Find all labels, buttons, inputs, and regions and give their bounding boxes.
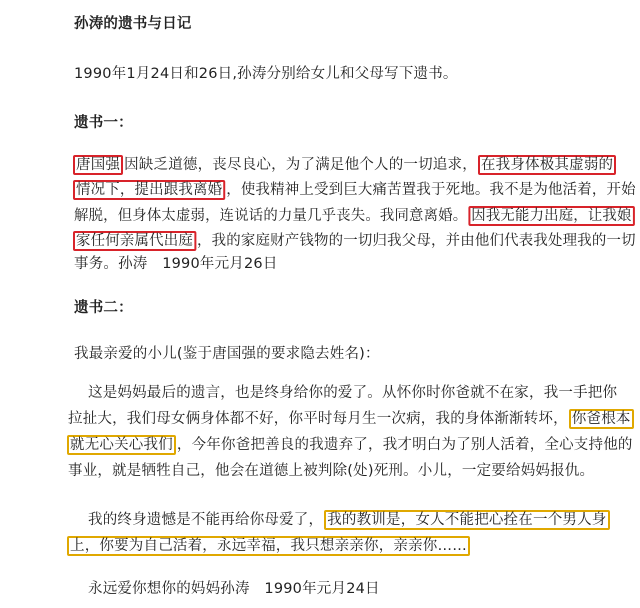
letter2-p2-line-2 bbox=[66, 536, 471, 556]
highlight-box: 情况下，提出跟我离婚 bbox=[73, 180, 225, 200]
highlight-box: 你爸根本 bbox=[569, 409, 634, 429]
highlight-box: 唐国强 bbox=[73, 155, 123, 175]
letter1-line-1 bbox=[72, 155, 617, 175]
letter2-p1-line-1: 这是妈妈最后的遗言，也是终身给你的爱了。从怀你时你爸就不在家，我一手把你 bbox=[88, 385, 618, 401]
text-span: ，今年你爸把善良的我遗弃了，我才明白为了别人活着，全心支持他的 bbox=[176, 437, 633, 453]
heading-letter-two: 遗书二： bbox=[74, 300, 133, 316]
intro-line: 1990年1月24日和26日,孙涛分别给女儿和父母写下遗书。 bbox=[74, 66, 458, 82]
letter2-p1-line-2 bbox=[68, 409, 635, 429]
text-span: 因缺乏道德，丧尽良心，为了满足他个人的一切追求， bbox=[124, 157, 477, 173]
highlight-box: 就无心关心我们 bbox=[67, 435, 176, 455]
letter2-p1-line-4: 事业，就是牺牲自己，他会在道德上被判除(处)死刑。小儿，一定要给妈妈报仇。 bbox=[68, 463, 595, 479]
letter1-line-2 bbox=[72, 180, 636, 200]
highlight-box: 因我无能力出庭，让我娘 bbox=[468, 206, 634, 226]
salutation-line: 我最亲爱的小儿(鉴于唐国强的要求隐去姓名)： bbox=[74, 346, 380, 362]
letter1-line-4 bbox=[72, 231, 636, 251]
highlight-box: 上，你要为自己活着，永远幸福，我只想亲亲你，亲亲你…… bbox=[67, 536, 470, 556]
letter1-line-5: 事务。孙涛 1990年元月26日 bbox=[74, 256, 278, 272]
document-title: 孙涛的遗书与日记 bbox=[74, 16, 192, 32]
heading-letter-one: 遗书一： bbox=[74, 115, 133, 131]
text-span: ，我的家庭财产钱物的一切归我父母，并由他们代表我处理我的一切 bbox=[196, 233, 636, 249]
text-span: 解脱，但身体太虚弱，连说话的力量几乎丧失。我同意离婚。 bbox=[74, 208, 468, 224]
highlight-box: 家任何亲属代出庭 bbox=[73, 231, 196, 251]
highlight-box: 我的教训是，女人不能把心拴在一个男人身 bbox=[324, 510, 609, 530]
letter2-p2-line-1 bbox=[88, 510, 611, 530]
text-span: 我的终身遗憾是不能再给你母爱了， bbox=[88, 512, 324, 528]
text-span: 拉扯大，我们母女俩身体都不好，你平时每月生一次病，我的身体渐渐转坏， bbox=[68, 411, 568, 427]
highlight-box: 在我身体极其虚弱的 bbox=[478, 155, 616, 175]
signoff-line: 永远爱你想你的妈妈孙涛 1990年元月24日 bbox=[88, 581, 380, 597]
letter2-p1-line-3 bbox=[66, 435, 633, 455]
letter1-line-3 bbox=[74, 206, 636, 226]
text-span: ，使我精神上受到巨大痛苦置我于死地。我不是为他活着，开始 bbox=[226, 182, 636, 198]
